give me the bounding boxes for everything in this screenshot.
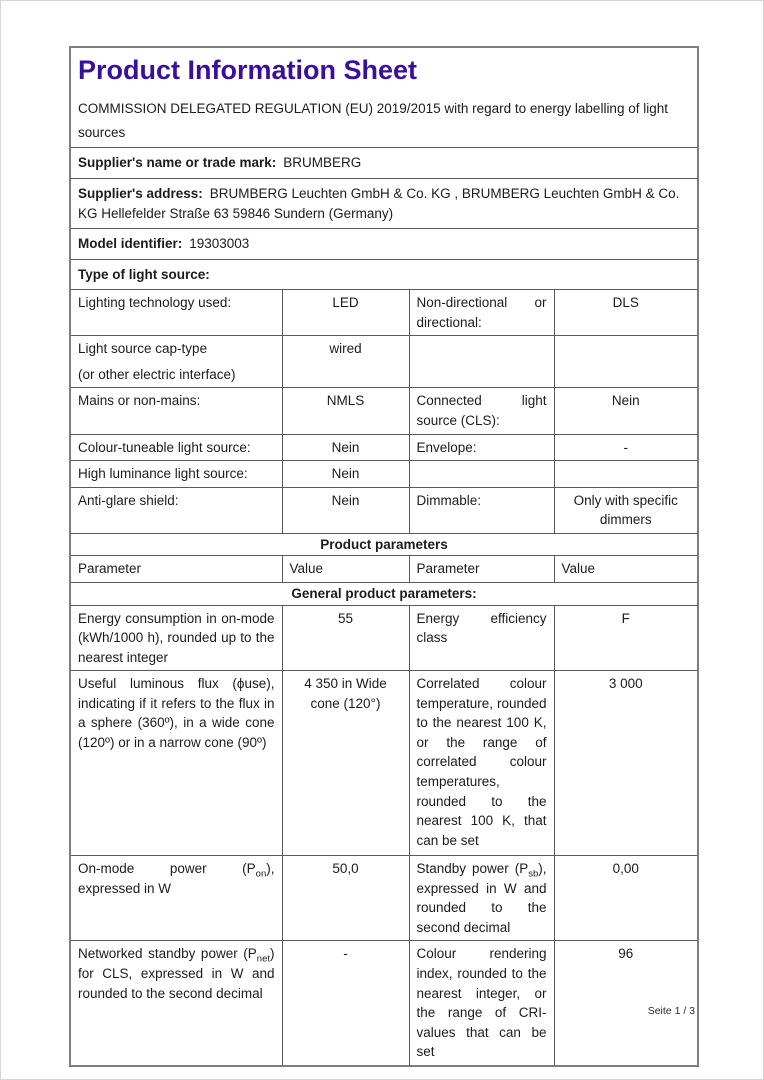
param-cell: Colour rendering index, rounded to the nearest integer, or the range of CRI-values that can be set (409, 941, 554, 1066)
subscript: net (256, 954, 270, 966)
regulation-text: COMMISSION DELEGATED REGULATION (EU) 2019/2015 with regard to energy labelling of light sources (78, 101, 668, 140)
value-cell: 4 350 in Wide cone (120°) (282, 671, 409, 856)
type-heading-cell (70, 259, 698, 290)
value-cell: 0,00 (554, 856, 698, 941)
value-cell: 55 (282, 605, 409, 671)
value-cell: Nein (282, 461, 409, 488)
column-header: Value (554, 556, 698, 583)
param-cell: Non-directional or directional: (409, 290, 554, 336)
title-cell (70, 47, 698, 148)
row-anti-glare (70, 487, 698, 533)
row-energy-consumption (70, 605, 698, 671)
param-text: On-mode power (P (78, 861, 256, 877)
product-parameters-title: Product parameters (70, 533, 698, 556)
supplier-name-row (70, 148, 698, 179)
param-cell: Energy consumption in on-mode (kWh/1000 h), rounded up to the nearest integer (70, 605, 282, 671)
param-cell (70, 856, 282, 941)
param-cell: Dimmable: (409, 487, 554, 533)
row-colour-tuneable (70, 434, 698, 461)
param-cell: Colour-tuneable light source: (70, 434, 282, 461)
param-cell: Correlated colour temperature, rounded to the nearest 100 K, or the range of correlated colour temperatures, rounded to the nearest 100 K, that can be set (409, 671, 554, 856)
supplier-name-label: Supplier's name or trade mark: (78, 155, 277, 171)
value-cell: Nein (282, 434, 409, 461)
product-info-sheet (69, 46, 697, 1067)
value-cell: Nein (554, 388, 698, 434)
model-identifier-value: 19303003 (189, 236, 250, 252)
type-heading-label: Type of light source: (78, 266, 210, 282)
row-networked-standby (70, 941, 698, 1066)
param-cell: Useful luminous flux (ϕuse), indicating if it refers to the flux in a sphere (360º), in a wide cone (120º) or in a narrow cone (90º) (70, 671, 282, 856)
param-cell: Connected light source (CLS): (409, 388, 554, 434)
value-cell: F (554, 605, 698, 671)
model-identifier-row (70, 229, 698, 260)
page-title: Product Information Sheet (78, 55, 418, 85)
param-cell: Mains or non-mains: (70, 388, 282, 434)
product-info-table (69, 46, 699, 1067)
supplier-address-label: Supplier's address: (78, 185, 203, 201)
value-cell: wired (282, 336, 409, 388)
row-mains (70, 388, 698, 434)
page-number: Seite 1 / 3 (647, 1005, 695, 1017)
row-cap-type (70, 336, 698, 388)
param-text: ) for CLS, expressed in W and rounded to the second decimal (78, 946, 275, 1001)
value-cell: - (282, 941, 409, 1066)
cap-type-line1: Light source cap-type (78, 341, 208, 357)
value-cell: 50,0 (282, 856, 409, 941)
value-cell: 96 (554, 941, 698, 1066)
value-cell: DLS (554, 290, 698, 336)
value-cell: 3 000 (554, 671, 698, 856)
type-heading-row (70, 259, 698, 290)
value-cell: NMLS (282, 388, 409, 434)
param-text: ), expressed in W (78, 861, 275, 896)
column-headers-row (70, 556, 698, 583)
value-cell-empty (554, 461, 698, 488)
value-cell: LED (282, 290, 409, 336)
param-text: ), expressed in W and rounded to the second decimal (416, 861, 547, 935)
subscript: sb (528, 868, 539, 880)
param-cell: Envelope: (409, 434, 554, 461)
subscript: on (255, 868, 267, 880)
value-cell: Only with specific dimmers (554, 487, 698, 533)
supplier-address-row (70, 178, 698, 228)
general-parameters-title: General product parameters: (70, 582, 698, 605)
value-cell-empty (554, 336, 698, 388)
supplier-address-cell (70, 178, 698, 228)
param-cell: Lighting technology used: (70, 290, 282, 336)
supplier-address-value: BRUMBERG Leuchten GmbH & Co. KG , BRUMBERG Leuchten GmbH & Co. KG Hellefelder Straße 63 59846 Sundern (Germany) (78, 185, 680, 221)
supplier-name-value: BRUMBERG (283, 155, 362, 171)
param-cell (70, 336, 282, 388)
param-cell: Anti-glare shield: (70, 487, 282, 533)
row-luminous-flux (70, 671, 698, 856)
param-cell-empty (409, 336, 554, 388)
param-cell (70, 941, 282, 1066)
column-header: Value (282, 556, 409, 583)
param-cell: High luminance light source: (70, 461, 282, 488)
param-cell-empty (409, 461, 554, 488)
model-identifier-label: Model identifier: (78, 236, 183, 252)
row-on-mode-power (70, 856, 698, 941)
value-cell: Nein (282, 487, 409, 533)
title-row (70, 47, 698, 148)
row-high-luminance (70, 461, 698, 488)
value-cell: - (554, 434, 698, 461)
param-cell (409, 856, 554, 941)
param-text: Networked standby power (P (78, 946, 257, 962)
column-header: Parameter (409, 556, 554, 583)
general-parameters-header-row (70, 582, 698, 605)
cap-type-line2: (or other electric interface) (78, 366, 236, 382)
row-lighting-technology (70, 290, 698, 336)
product-parameters-header-row (70, 533, 698, 556)
column-header: Parameter (70, 556, 282, 583)
supplier-name-cell (70, 148, 698, 179)
model-identifier-cell (70, 229, 698, 260)
param-text: Standby power (P (416, 861, 529, 877)
param-cell: Energy efficiency class (409, 605, 554, 671)
